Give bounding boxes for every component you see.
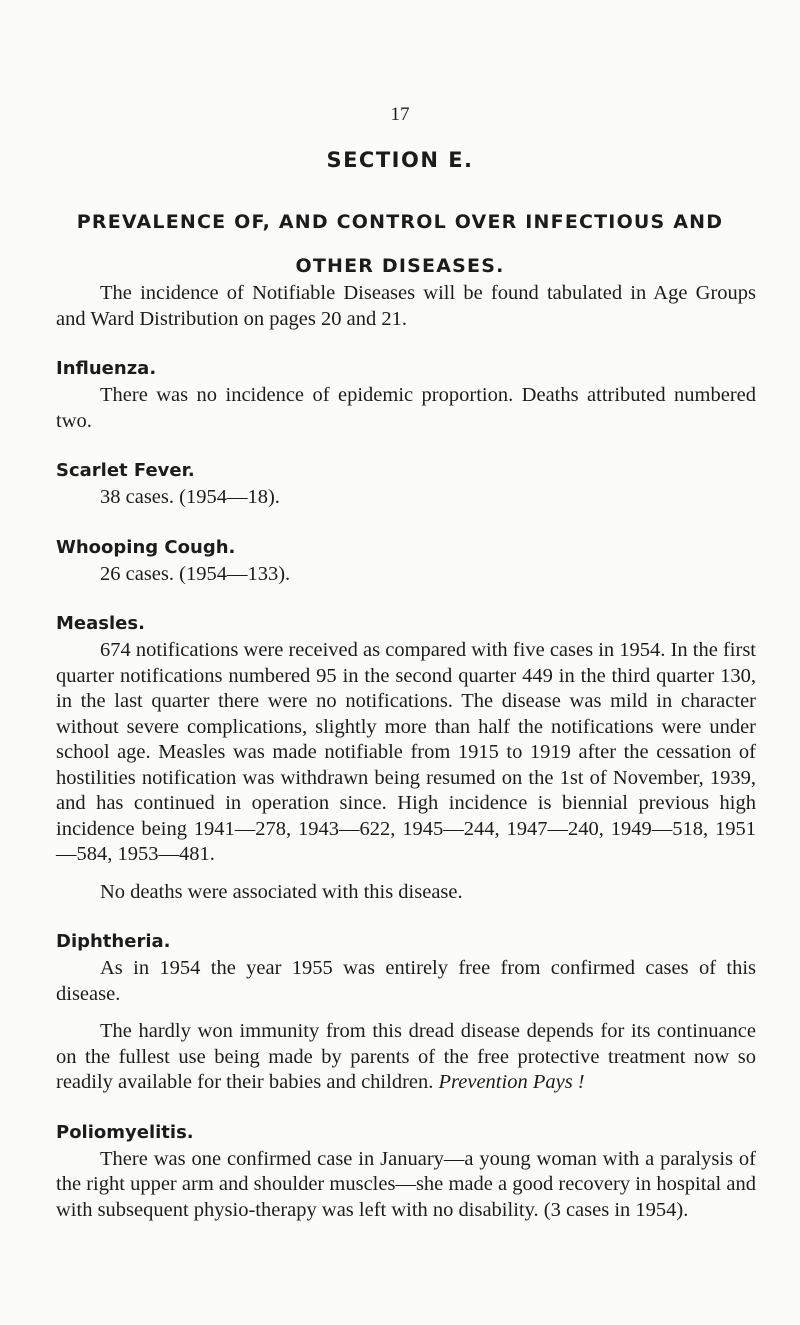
poliomyelitis-text: There was one confirmed case in January—a young woman with a paralysis of the right upper arm and shoulder muscles—she made a good recovery in hospital and with subsequent physio-therapy was left with no disability. (3 cases in 1954). [56,1147,756,1221]
document-body [56,281,756,1223]
section-title: SECTION E. [326,148,474,172]
influenza-text: There was no incidence of epidemic proportion. Deaths attributed numbered two. [56,384,756,432]
diphtheria-text: As in 1954 the year 1955 was entirely free from confirmed cases of this disease. [56,957,756,1005]
whooping-cough-section [56,535,756,588]
measles-deaths-text: No deaths were associated with this disease. [100,880,463,903]
page-number: 17 [390,104,410,125]
measles-heading: Measles. [56,613,145,634]
poliomyelitis-heading: Poliomyelitis. [56,1121,194,1143]
main-title: PREVALENCE OF, AND CONTROL OVER INFECTIOUS AND OTHER DISEASES. [76,211,724,277]
measles-text: 674 notifications were received as compared with five cases in 1954. In the first quarter notifications numbered 95 in the second quarter 449 in the third quarter 130, in the last quarter there were no notifications. The disease was mild in character without severe complications, slightly more than half the notifications were under school age. Measles was made notifiable from 1915 to 1919 after the cessation of hostilities notification was withdrawn being resumed on the 1st of November, 1939, and has continued in operation since. High incidence is biennial previous high incidence being 1941—278, 1943—622, 1945—244, 1947—240, 1949—518, 1951—584, 1953—481. [56,639,756,865]
scarlet-fever-heading: Scarlet Fever. [56,460,195,481]
prevention-pays-emphasis: Prevention Pays ! [438,1071,585,1093]
measles-section [56,611,756,905]
diphtheria-section [56,929,756,1096]
influenza-section [56,356,756,434]
diphtheria-immunity-paragraph [56,1019,756,1096]
diphtheria-immunity-text: The hardly won immunity from this dread disease depends for its continuance on the fullest use being made by parents of the free protective treatment now so readily available for their babies and children. [56,1020,756,1093]
poliomyelitis-section [56,1120,756,1224]
scarlet-fever-text: 38 cases. (1954—18). [100,486,280,508]
diphtheria-heading: Diphtheria. [56,931,171,952]
scarlet-fever-section [56,458,756,511]
intro-paragraph: The incidence of Notifiable Diseases will be found tabulated in Age Groups and Ward Distribution on pages 20 and 21. [56,282,756,330]
influenza-heading: Influenza. [56,358,157,379]
whooping-cough-text: 26 cases. (1954—133). [100,562,291,585]
whooping-cough-heading: Whooping Cough. [56,536,236,558]
